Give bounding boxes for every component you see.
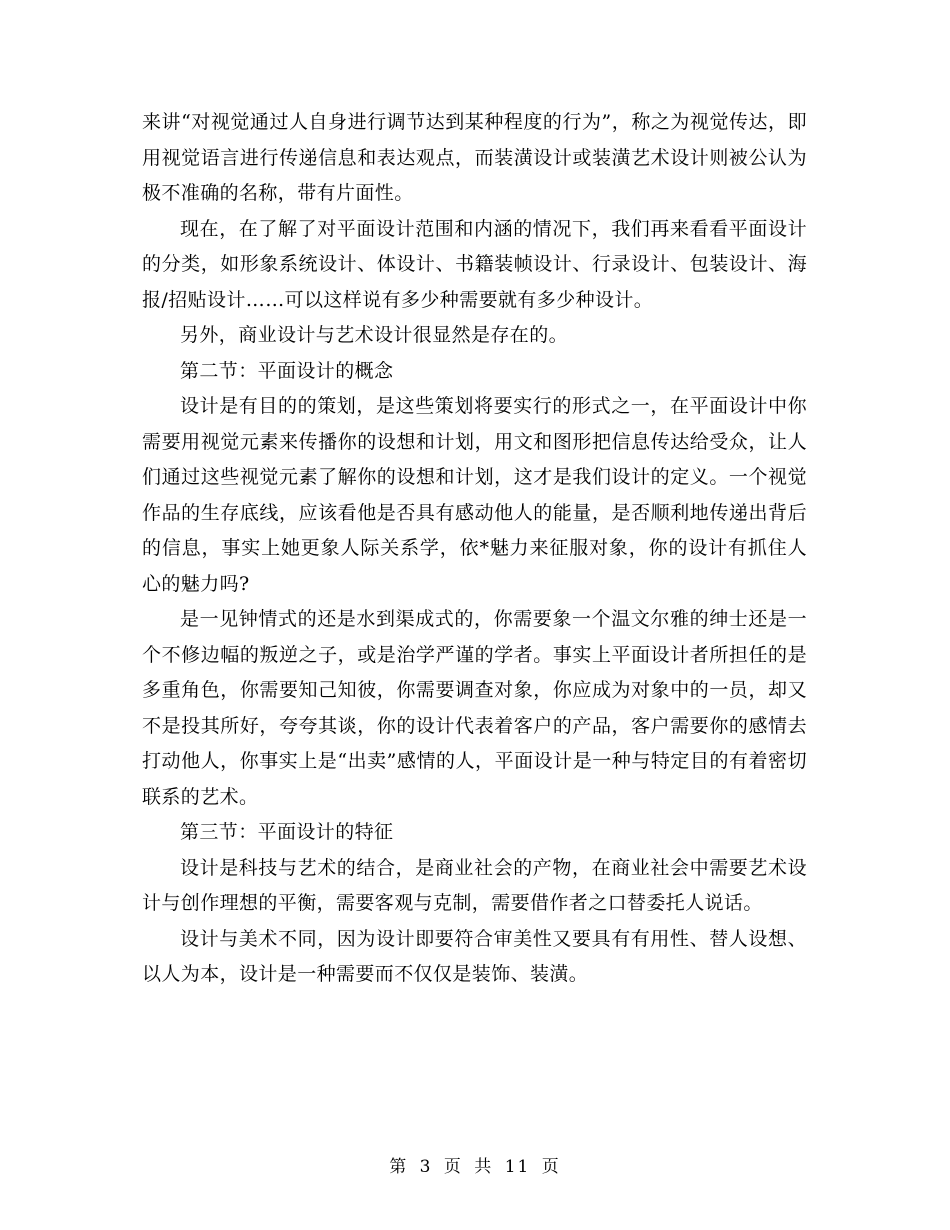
paragraph-6: 设计是科技与艺术的结合，是商业社会的产物，在商业社会中需要艺术设计与创作理想的平衡，需要客观与克制，需要借作者之口替委托人说话。 xyxy=(142,856,807,914)
paragraph-3: 另外，商业设计与艺术设计很显然是存在的。 xyxy=(180,324,569,346)
paragraph-7: 设计与美术不同，因为设计即要符合审美性又要具有有用性、替人设想、以人为本，设计是一种需要而不仅仅是装饰、装潢。 xyxy=(142,927,807,985)
document-body xyxy=(142,105,807,993)
section-heading-3: 第三节：平面设计的特征 xyxy=(180,821,394,843)
paragraph-2: 现在，在了解了对平面设计范围和内涵的情况下，我们再来看看平面设计的分类，如形象系统设计、体设计、书籍装帧设计、行录设计、包装设计、海报/招贴设计……可以这样说有多少种需要就有多少种设计。 xyxy=(142,217,807,311)
section-heading-2: 第二节：平面设计的概念 xyxy=(180,359,394,382)
paragraph-1: 来讲“对视觉通过人自身进行调节达到某种程度的行为”，称之为视觉传达，即用视觉语言进行传递信息和表达观点，而装潢设计或装潢艺术设计则被公认为极不准确的名称，带有片面性。 xyxy=(142,111,807,204)
paragraph-5: 是一见钟情式的还是水到渠成式的，你需要象一个温文尔雅的绅士还是一个不修边幅的叛逆之子，或是治学严谨的学者。事实上平面设计者所担任的是多重角色，你需要知己知彼，你需要调查对象，你应成为对象中的一员，却又不是投其所好，夸夸其谈，你的设计代表着客户的产品，客户需要你的感情去打动他人，你事实上是“出卖”感情的人，平面设计是一种与特定目的有着密切联系的艺术。 xyxy=(142,608,807,808)
paragraph-4: 设计是有目的的策划，是这些策划将要实行的形式之一，在平面设计中你需要用视觉元素来传播你的设想和计划，用文和图形把信息传达给受众，让人们通过这些视觉元素了解你的设想和计划，这才是我们设计的定义。一个视觉作品的生存底线，应该看他是否具有感动他人的能量，是否顺利地传递出背后的信息，事实上她更象人际关系学，依*魅力来征服对象，你的设计有抓住人心的魅力吗? xyxy=(142,395,807,595)
page-number-footer: 第 3 页 共 11 页 xyxy=(389,1157,561,1177)
